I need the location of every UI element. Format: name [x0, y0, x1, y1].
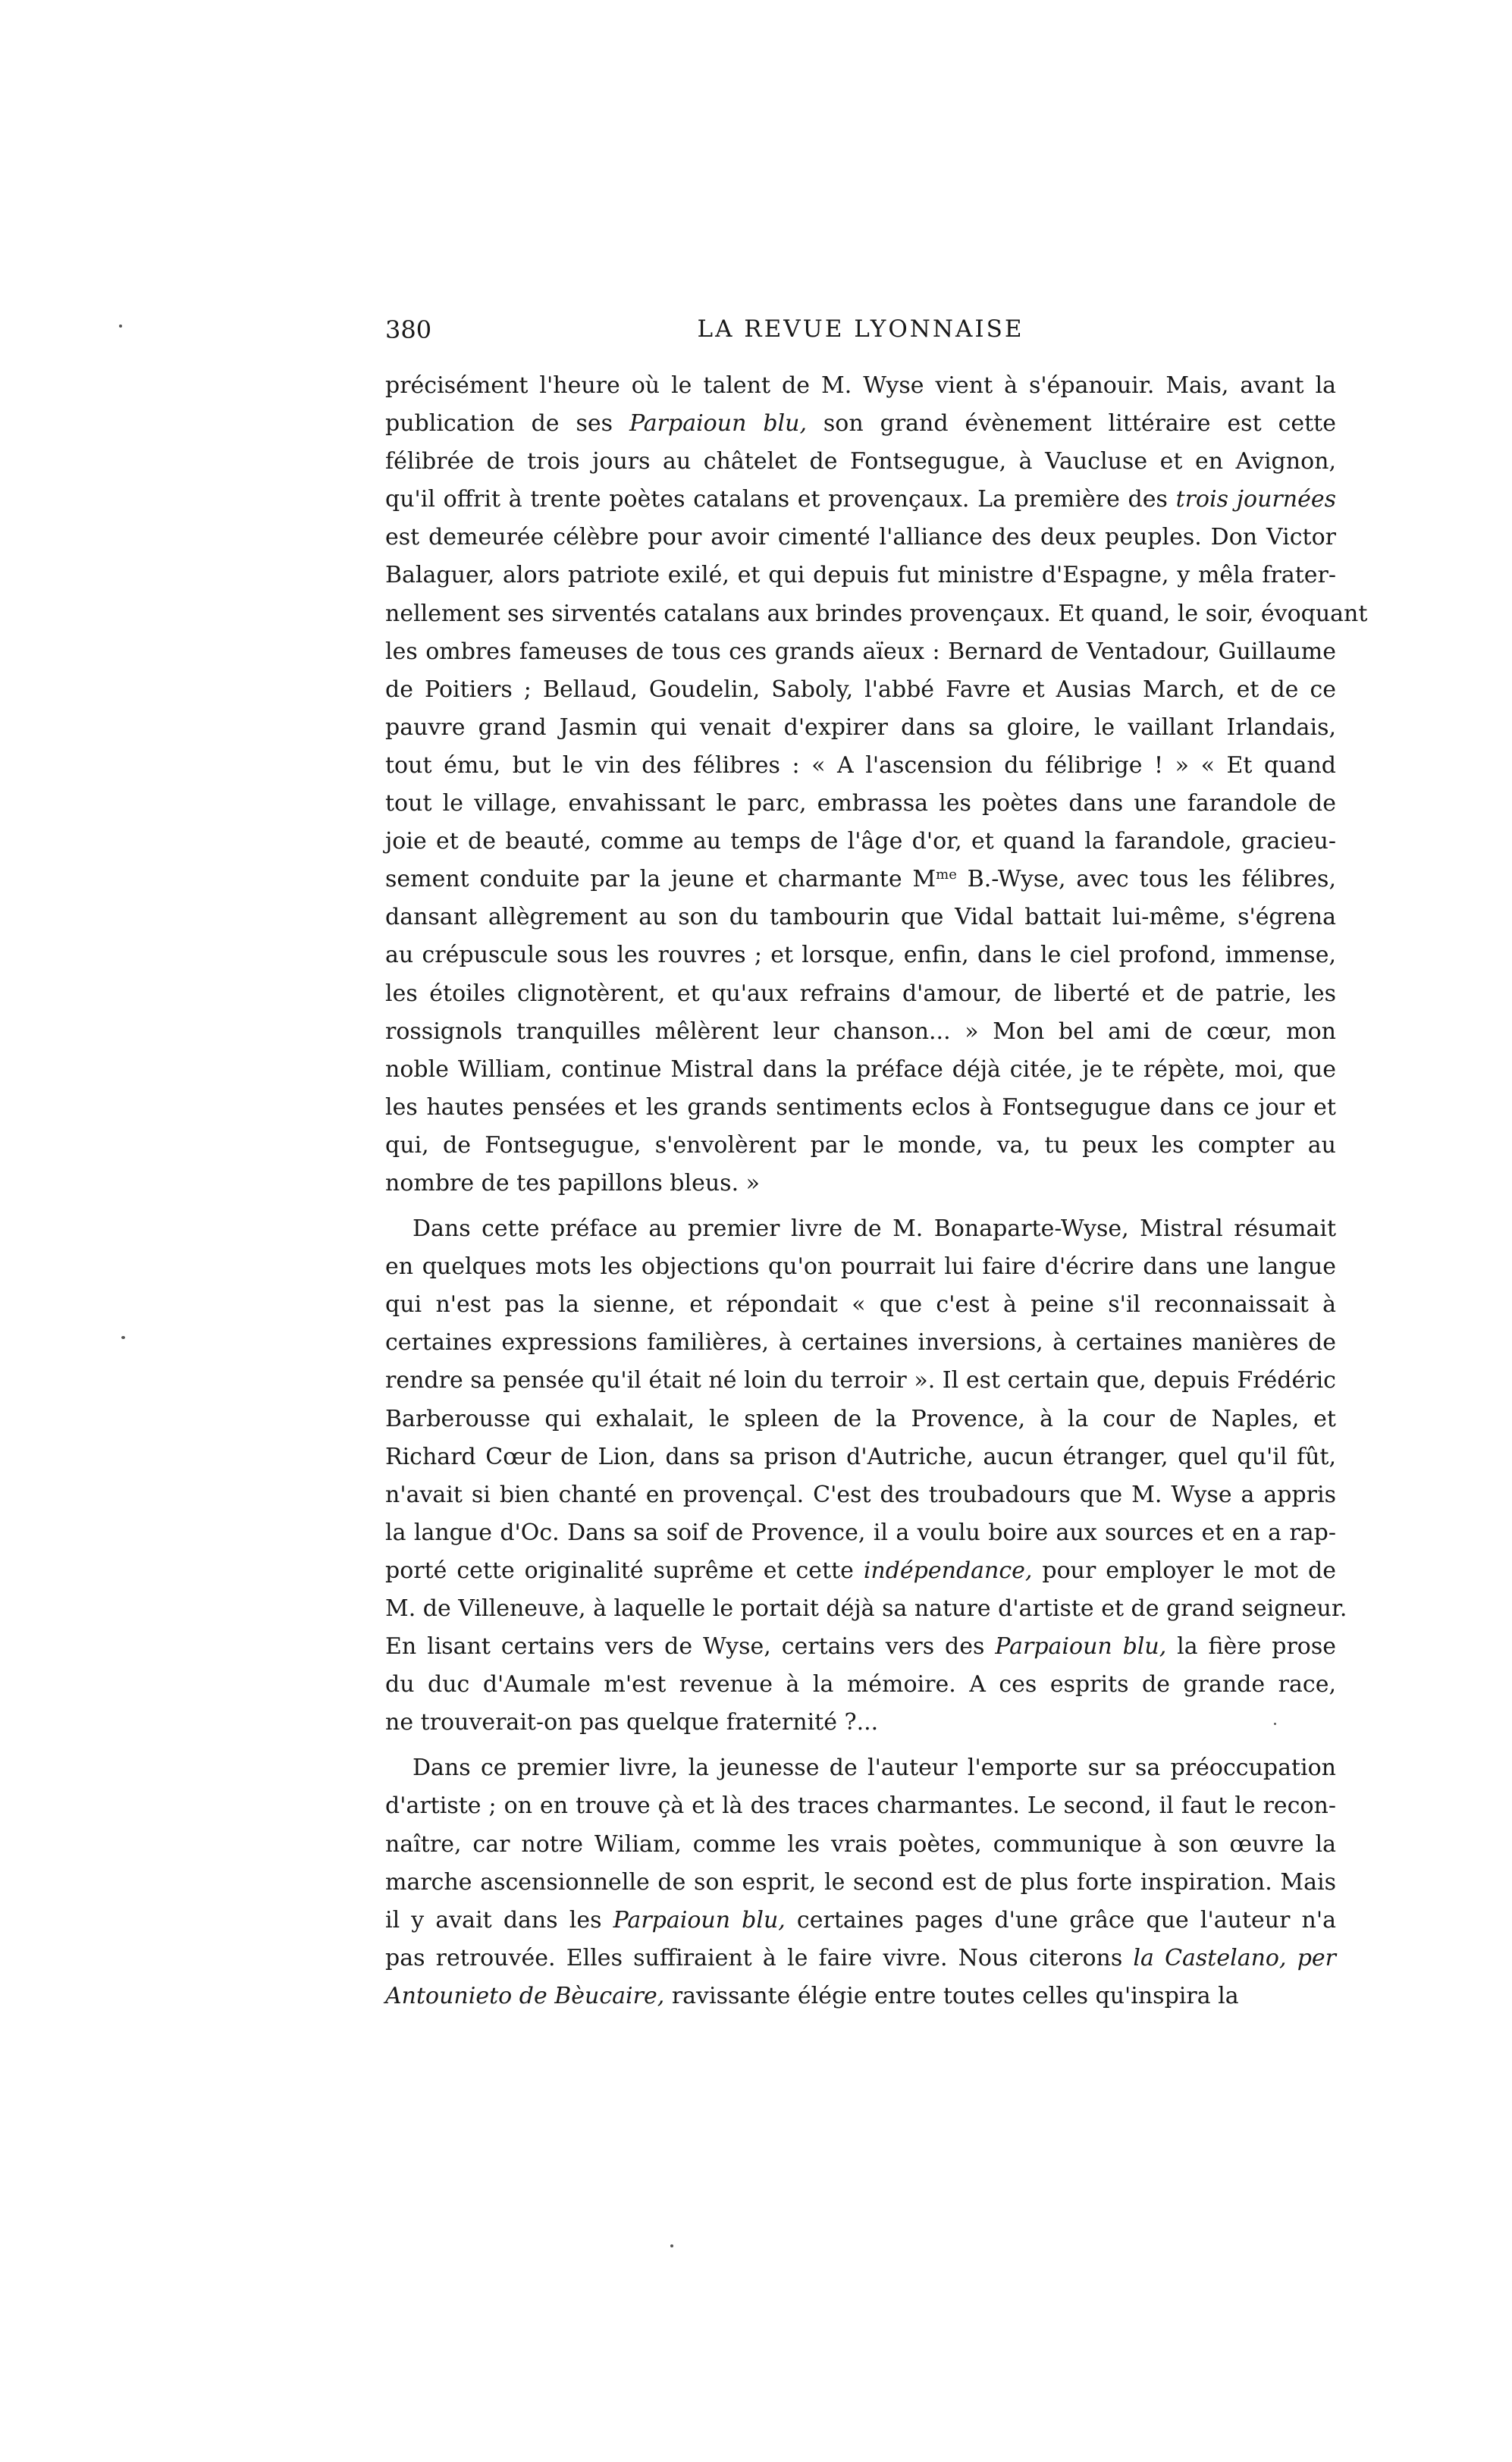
- paragraph: [385, 1749, 1336, 2015]
- text-line: [385, 861, 1336, 899]
- text-line: tout ému, but le vin des félibres : « A l'ascension du félibrige ! » « Et quand: [385, 751, 1336, 779]
- text-run: la fière prose: [1166, 1633, 1336, 1661]
- superscript: me: [936, 867, 957, 883]
- text-line: les étoiles clignotèrent, et qu'aux refrains d'amour, de liberté et de patrie, les: [385, 980, 1336, 1007]
- page-number: 380: [385, 315, 432, 344]
- text-line: qui, de Fontsegugue, s'envolèrent par le monde, va, tu peux les compter au: [385, 1131, 1336, 1159]
- text-line: [385, 1552, 1336, 1590]
- text-line: M. de Villeneuve, à laquelle le portait déjà sa nature d'artiste et de grand seigneur.: [385, 1595, 1347, 1622]
- text-run: pour employer le mot de: [1032, 1557, 1336, 1584]
- text-run: sement conduite par la jeune et charmante M: [385, 866, 936, 893]
- text-run: publication de ses: [385, 410, 629, 438]
- paragraph-gap: [385, 1742, 1336, 1749]
- text-line: [385, 481, 1336, 519]
- text-line: [385, 405, 1336, 443]
- text-line: les hautes pensées et les grands sentiments eclos à Fontsegugue dans ce jour et: [385, 1093, 1336, 1121]
- text-line: nombre de tes papillons bleus. »: [385, 1169, 760, 1197]
- scan-speck: [119, 325, 122, 328]
- paragraph: [385, 367, 1368, 1203]
- text-line: noble William, continue Mistral dans la préface déjà citée, je te répète, moi, que: [385, 1055, 1336, 1083]
- text-run: ravissante élégie entre toutes celles qu'inspira la: [664, 1982, 1239, 2009]
- text-line: [385, 1940, 1336, 1977]
- scan-speck: [1274, 1723, 1276, 1725]
- text-line: les ombres fameuses de tous ces grands aïeux : Bernard de Ventadour, Guillaume: [385, 638, 1336, 665]
- text-run: porté cette originalité suprême et cette: [385, 1557, 864, 1584]
- text-run: certaines pages d'une grâce que l'auteur n'a: [785, 1906, 1336, 1934]
- text-line: Dans cette préface au premier livre de M. Bonaparte-Wyse, Mistral résumait: [413, 1215, 1336, 1243]
- text-line: joie et de beauté, comme au temps de l'âge d'or, et quand la farandole, gracieu-: [385, 828, 1336, 855]
- text-line: d'artiste ; on en trouve çà et là des traces charmantes. Le second, il faut le recon-: [385, 1792, 1336, 1820]
- text-line: Dans ce premier livre, la jeunesse de l'auteur l'emporte sur sa préoccupation: [413, 1755, 1336, 1782]
- text-line: certaines expressions familières, à certaines inversions, à certaines manières de: [385, 1329, 1336, 1356]
- italic-title: la Castelano, per: [1133, 1944, 1336, 1971]
- text-line: [385, 1902, 1336, 1940]
- text-line: nellement ses sirventés catalans aux brindes provençaux. Et quand, le soir, évoquant: [385, 600, 1368, 627]
- text-run: B.-Wyse, avec tous les félibres,: [956, 866, 1336, 893]
- text-line: au crépuscule sous les rouvres ; et lorsque, enfin, dans le ciel profond, immense,: [385, 942, 1336, 969]
- text-line: est demeurée célèbre pour avoir cimenté l'alliance des deux peuples. Don Victor: [385, 524, 1336, 551]
- italic-title: indépendance,: [863, 1557, 1033, 1584]
- text-line: qui n'est pas la sienne, et répondait « que c'est à peine s'il reconnaissait à: [385, 1291, 1336, 1319]
- body-text: [385, 367, 1368, 2015]
- text-line: [385, 1977, 1336, 2015]
- text-line: pauvre grand Jasmin qui venait d'expirer dans sa gloire, le vaillant Irlandais,: [385, 714, 1336, 741]
- text-run: qu'il offrit à trente poètes catalans et provençaux. La première des: [385, 486, 1176, 513]
- text-line: naître, car notre Wiliam, comme les vrais poètes, communique à son œuvre la: [385, 1830, 1336, 1858]
- running-title: LA REVUE LYONNAISE: [697, 315, 1024, 343]
- italic-title: Parpaioun blu,: [613, 1906, 786, 1934]
- text-line: précisément l'heure où le talent de M. Wyse vient à s'épanouir. Mais, avant la: [385, 372, 1336, 399]
- text-line: n'avait si bien chanté en provençal. C'est des troubadours que M. Wyse a appris: [385, 1481, 1336, 1508]
- text-line: Richard Cœur de Lion, dans sa prison d'Autriche, aucun étranger, quel qu'il fût,: [385, 1443, 1336, 1470]
- text-line: tout le village, envahissant le parc, embrassa les poètes dans une farandole de: [385, 790, 1336, 817]
- scan-speck: [121, 1336, 125, 1339]
- italic-title: Antounieto de Bèucaire,: [385, 1982, 665, 2009]
- text-line: en quelques mots les objections qu'on pourrait lui faire d'écrire dans une langue: [385, 1253, 1336, 1281]
- text-line: rendre sa pensée qu'il était né loin du terroir ». Il est certain que, depuis Frédéric: [385, 1367, 1336, 1394]
- text-run: En lisant certains vers de Wyse, certains vers des: [385, 1633, 996, 1661]
- text-run: son grand évènement littéraire est cette: [806, 410, 1336, 438]
- text-run: pas retrouvée. Elles suffiraient à le faire vivre. Nous citerons: [385, 1944, 1134, 1971]
- text-line: ne trouverait-on pas quelque fraternité ?...: [385, 1709, 879, 1736]
- text-run: il y avait dans les: [385, 1906, 613, 1934]
- paragraph: [385, 1210, 1347, 1742]
- text-line: félibrée de trois jours au châtelet de Fontsegugue, à Vaucluse et en Avignon,: [385, 448, 1336, 475]
- text-line: de Poitiers ; Bellaud, Goudelin, Saboly, l'abbé Favre et Ausias March, et de ce: [385, 676, 1336, 703]
- text-line: du duc d'Aumale m'est revenue à la mémoire. A ces esprits de grande race,: [385, 1671, 1336, 1698]
- text-line: Barberousse qui exhalait, le spleen de la Provence, à la cour de Naples, et: [385, 1405, 1336, 1432]
- text-line: marche ascensionnelle de son esprit, le second est de plus forte inspiration. Mais: [385, 1868, 1336, 1896]
- text-line: rossignols tranquilles mêlèrent leur chanson... » Mon bel ami de cœur, mon: [385, 1018, 1336, 1045]
- paragraph-gap: [385, 1203, 1336, 1210]
- italic-title: Parpaioun blu,: [629, 410, 807, 438]
- text-line: [385, 1628, 1336, 1666]
- scan-speck: [670, 2244, 673, 2247]
- text-line: dansant allègrement au son du tambourin que Vidal battait lui-même, s'égrena: [385, 904, 1336, 931]
- italic-title: trois journées: [1175, 486, 1336, 513]
- text-line: la langue d'Oc. Dans sa soif de Provence, il a voulu boire aux sources et en a rap-: [385, 1519, 1336, 1546]
- page-header: [385, 315, 1336, 353]
- italic-title: Parpaioun blu,: [995, 1633, 1167, 1661]
- text-line: Balaguer, alors patriote exilé, et qui depuis fut ministre d'Espagne, y mêla frater-: [385, 562, 1336, 589]
